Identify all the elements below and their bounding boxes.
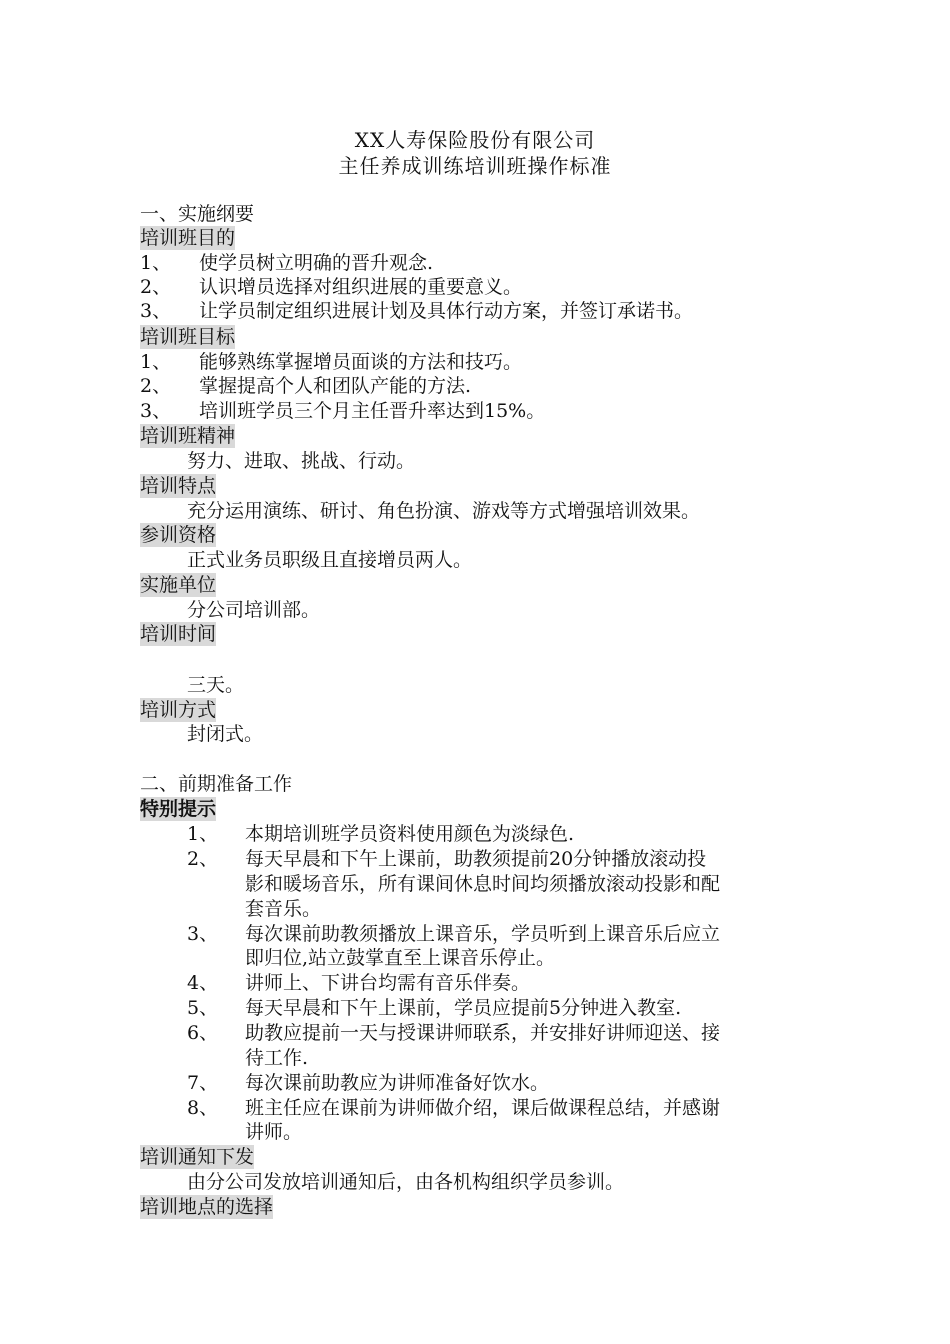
features-text: 充分运用演练、研讨、角色扮演、游戏等方式增强培训效果。 [187, 500, 701, 522]
tip-6-num: 6、 [187, 1022, 219, 1044]
qualification-text: 正式业务员职级且直接增员两人。 [187, 549, 473, 571]
tip-7-line-1: 每次课前助教应为讲师准备好饮水。 [245, 1072, 550, 1094]
company-name: XX人寿保险股份有限公司 [354, 128, 596, 152]
mode-text: 封闭式。 [187, 723, 264, 745]
time-text: 三天。 [187, 674, 245, 696]
purpose-label: 培训班目的 [140, 227, 236, 249]
tip-5-num: 5、 [187, 997, 219, 1019]
section-heading-2: 二、前期准备工作 [140, 773, 293, 795]
tip-3-line-1: 每次课前助教须播放上课音乐，学员听到上课音乐后应立 [245, 923, 721, 945]
notice-label: 培训通知下发 [140, 1146, 255, 1168]
purpose-item-2-num: 2、 [140, 276, 172, 298]
spirit-label: 培训班精神 [140, 425, 236, 447]
tip-1-line-1: 本期培训班学员资料使用颜色为淡绿色. [245, 823, 575, 845]
tip-7-num: 7、 [187, 1072, 219, 1094]
goal-item-1-num: 1、 [140, 351, 172, 373]
notice-text: 由分公司发放培训通知后，由各机构组织学员参训。 [187, 1171, 625, 1193]
tip-2-num: 2、 [187, 848, 219, 870]
tip-6-line-2: 待工作. [245, 1047, 309, 1069]
goal-label: 培训班目标 [140, 326, 236, 348]
tip-6-line-1: 助教应提前一天与授课讲师联系，并安排好讲师迎送、接 [245, 1022, 721, 1044]
tips-label: 特别提示 [140, 798, 217, 820]
purpose-item-3: 让学员制定组织进展计划及具体行动方案，并签订承诺书。 [199, 300, 694, 322]
tip-3-num: 3、 [187, 923, 219, 945]
tip-2-line-3: 套音乐。 [245, 898, 322, 920]
tip-4-num: 4、 [187, 972, 219, 994]
purpose-item-2: 认识增员选择对组织进展的重要意义。 [199, 276, 523, 298]
tip-4-line-1: 讲师上、下讲台均需有音乐伴奏。 [245, 972, 531, 994]
purpose-item-1: 使学员树立明确的晋升观念. [199, 252, 434, 274]
tip-8-num: 8、 [187, 1097, 219, 1119]
goal-item-3: 培训班学员三个月主任晋升率达到15%。 [199, 400, 546, 422]
purpose-item-1-num: 1、 [140, 252, 172, 274]
goal-item-2: 掌握提高个人和团队产能的方法. [199, 375, 472, 397]
purpose-item-3-num: 3、 [140, 300, 172, 322]
section-heading-1: 一、实施纲要 [140, 203, 255, 225]
tip-5-line-1: 每天早晨和下午上课前，学员应提前5分钟进入教室. [245, 997, 682, 1019]
tip-8-line-2: 讲师。 [245, 1121, 303, 1143]
tip-3-line-2: 即归位,站立鼓掌直至上课音乐停止。 [245, 947, 556, 969]
time-label: 培训时间 [140, 623, 217, 645]
tip-1-num: 1、 [187, 823, 219, 845]
qualification-label: 参训资格 [140, 524, 217, 546]
goal-item-2-num: 2、 [140, 375, 172, 397]
document-title: 主任养成训练培训班操作标准 [338, 154, 612, 178]
tip-8-line-1: 班主任应在课前为讲师做介绍，课后做课程总结，并感谢 [245, 1097, 721, 1119]
tip-2-line-1: 每天早晨和下午上课前，助教须提前20分钟播放滚动投 [245, 848, 707, 870]
goal-item-3-num: 3、 [140, 400, 172, 422]
goal-item-1: 能够熟练掌握增员面谈的方法和技巧。 [199, 351, 523, 373]
unit-text: 分公司培训部。 [187, 599, 321, 621]
spirit-text: 努力、进取、挑战、行动。 [187, 450, 416, 472]
location-label: 培训地点的选择 [140, 1196, 274, 1218]
unit-label: 实施单位 [140, 574, 217, 596]
mode-label: 培训方式 [140, 699, 217, 721]
features-label: 培训特点 [140, 475, 217, 497]
tip-2-line-2: 影和暖场音乐，所有课间休息时间均须播放滚动投影和配 [245, 873, 721, 895]
